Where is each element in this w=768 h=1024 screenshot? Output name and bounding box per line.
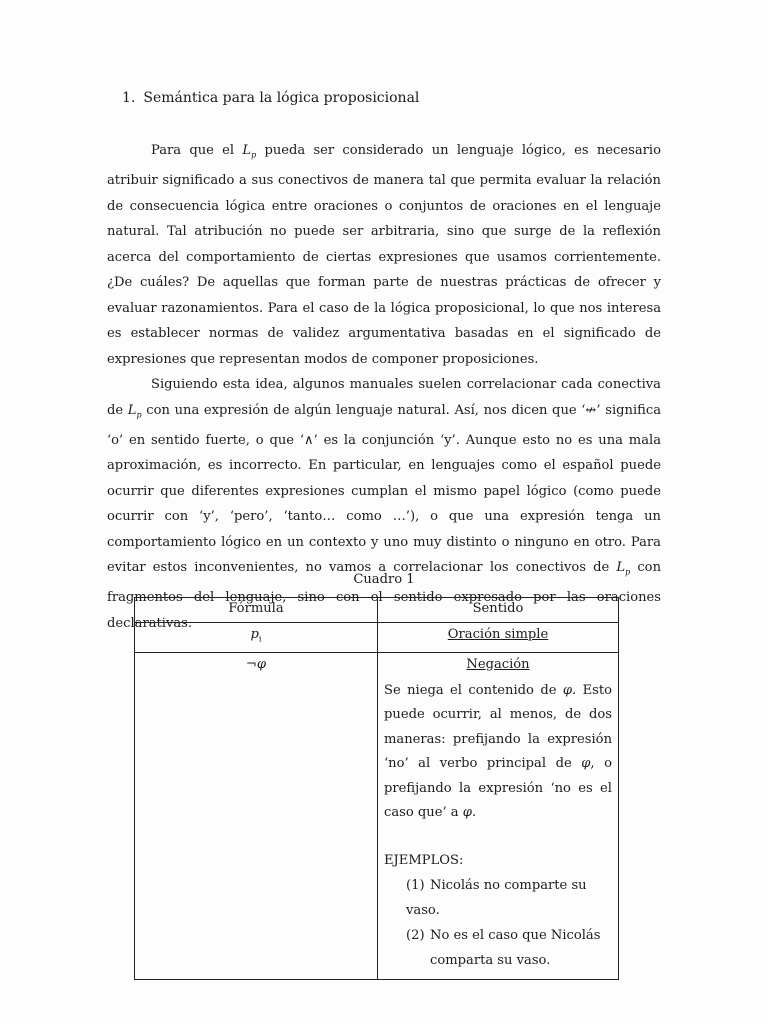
semantics-table	[134, 597, 619, 980]
table-caption: Cuadro 1	[353, 572, 415, 587]
example-text: Nicolás no comparte su vaso.	[406, 877, 587, 918]
sentido-cell	[378, 652, 619, 979]
example-text-continued: comparta su vaso.	[430, 952, 551, 968]
lp-symbol: $L_p$	[242, 143, 257, 160]
paragraph-2-text-c: con fragmentos del lenguaje, sino con el sentido expresado por las oraciones declarativas.	[107, 560, 661, 631]
paragraph-2-text-a: Siguiendo esta idea, algunos manuales suelen correlacionar cada conectiva de	[107, 377, 661, 418]
section-title: Semántica para la lógica proposicional	[143, 90, 420, 106]
formula-p-i: $p_i$	[250, 627, 262, 644]
header-formula: Fórmula	[135, 598, 378, 623]
paragraph-1-text-a: Para que el	[151, 143, 243, 158]
examples-label: EJEMPLOS:	[384, 852, 464, 868]
example-text: No es el caso que Nicolás	[430, 927, 601, 943]
list-item	[384, 873, 612, 923]
list-item	[384, 923, 612, 973]
paragraph-1-text-b: pueda ser considerado un lenguaje lógico, es necesario atribuir significado a sus conectivos de manera tal que permita evaluar la relación de consecuencia lógica entre oraciones o conjuntos de oraciones en el lenguaje natural. Tal atribución no puede ser arbitraria, sino que surge de la reflexión acerca del comportamiento de ciertas expresiones que usamos corrientemente. ¿De cuáles? De aquellas que forman parte de nuestras prácticas de ofrecer y evaluar razonamientos. Para el caso de la lógica proposicional, lo que nos interesa es establecer normas de validez argumentativa basadas en el significado de expresiones que representan modos de componer proposiciones.	[107, 143, 661, 367]
paragraph-1	[107, 138, 661, 372]
sentido-negacion: Negación	[466, 656, 530, 672]
table-row	[135, 623, 619, 653]
example-number: (2)	[406, 927, 425, 943]
sentido-cell	[378, 623, 619, 653]
lp-symbol: $L_p$	[616, 560, 631, 577]
section-number: 1.	[122, 90, 136, 106]
table-header-row	[135, 598, 619, 623]
examples-list	[384, 873, 612, 973]
formula-cell	[135, 623, 378, 653]
paragraph-2-text-b: con una expresión de algún lenguaje natural. Así, nos dicen que ‘↮’ significa ‘o’ en sentido fuerte, o que ‘∧’ es la conjunción ‘y’. Aunque esto no es una mala aproximación, es incorrecto. En particular, en lenguajes como el español puede ocurrir que diferentes expresiones cumplan el mismo papel lógico (como puede ocurrir con ‘y’, ‘pero’, ‘tanto… como …’), o que una expresión tenga un comportamiento lógico en un contexto y uno muy distinto o ninguno en otro. Para evitar estos inconvenientes, no vamos a correlacionar los conectivos de	[107, 402, 662, 576]
negation-description: Se niega el contenido de φ. Esto puede ocurrir, al menos, de dos maneras: prefijando la expresión ‘no’ al verbo principal de φ, o prefijando la expresión ‘no es el caso que’ a φ.	[384, 682, 613, 821]
section-heading	[122, 90, 419, 106]
sentido-oracion-simple: Oración simple	[447, 627, 549, 642]
body-text	[107, 138, 661, 636]
formula-negation: ¬φ	[245, 656, 267, 672]
header-sentido: Sentido	[378, 598, 619, 623]
table-row	[135, 652, 619, 979]
spacer	[384, 826, 612, 848]
example-number: (1)	[406, 877, 425, 893]
lp-symbol: $L_p$	[127, 402, 142, 420]
formula-cell	[135, 652, 378, 979]
